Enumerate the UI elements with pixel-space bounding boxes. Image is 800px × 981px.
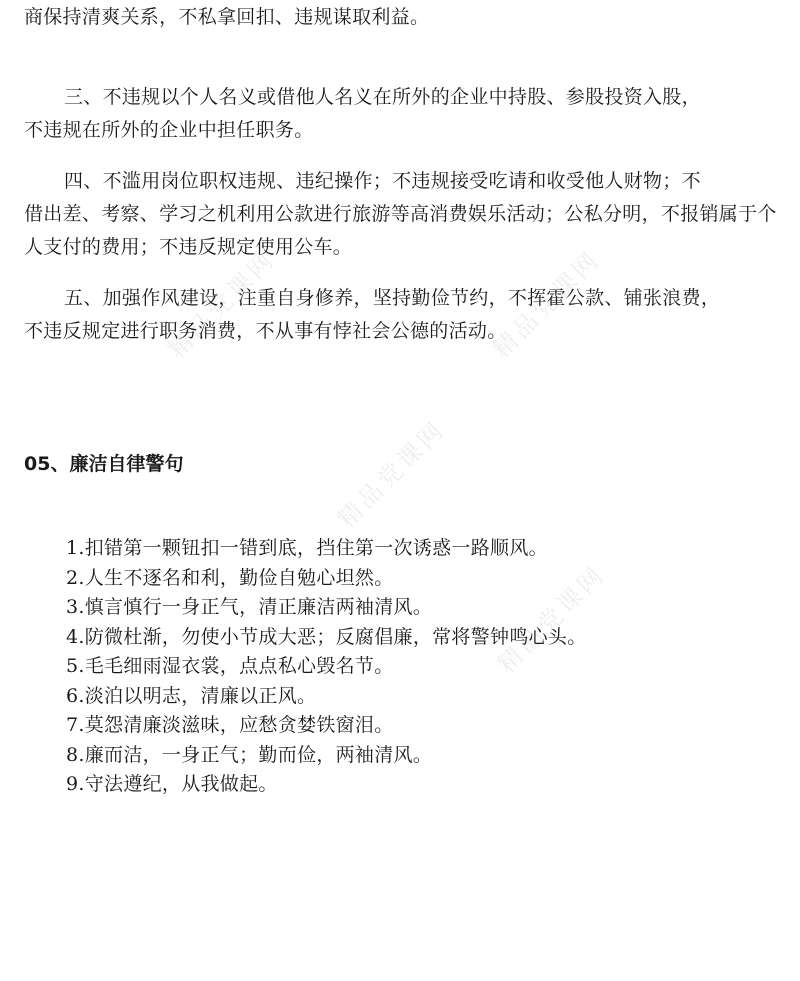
paragraph-text: 商保持清爽关系，不私拿回扣、违规谋取利益。	[24, 6, 430, 28]
paragraph-item-4	[24, 165, 784, 264]
watermark: 精品党课网	[492, 559, 612, 679]
paragraph-first-line: 四、不滥用岗位职权违规、违纪操作；不违规接受吃请和收受他人财物；不	[64, 170, 701, 192]
list-item: 9.守法遵纪，从我做起。	[66, 773, 278, 795]
quotes-list	[66, 534, 587, 800]
list-item: 4.防微杜渐，勿使小节成大恶；反腐倡廉，常将警钟鸣心头。	[66, 625, 587, 648]
paragraph-first-line: 三、不违规以个人名义或借他人名义在所外的企业中持股、参股投资入股，	[64, 86, 701, 108]
list-item: 6.淡泊以明志，清廉以正风。	[66, 684, 317, 707]
watermark: 精品党课网	[332, 414, 452, 534]
watermark: 精品党课网	[162, 244, 282, 364]
paragraph-item-3	[24, 81, 784, 147]
paragraph-item-5	[24, 282, 784, 348]
list-item: 2.人生不逐名和利，勤俭自勉心坦然。	[66, 566, 394, 589]
paragraph-first-line: 五、加强作风建设，注重自身修养，坚持勤俭节约，不挥霍公款、铺张浪费，	[64, 287, 721, 309]
paragraph-rest: 借出差、考察、学习之机利用公款进行旅游等高消费娱乐活动；公私分明，不报销属于个人支付的费用；不违反规定使用公车。	[24, 203, 777, 258]
list-item: 8.廉而洁，一身正气；勤而俭，两袖清风。	[66, 743, 433, 766]
paragraph-continuation	[24, 1, 784, 34]
list-item: 7.莫怨清廉淡滋味，应愁贪婪铁窗泪。	[66, 714, 394, 736]
watermark: 精品党课网	[487, 244, 607, 364]
list-item: 1.扣错第一颗钮扣一错到底，挡住第一次诱惑一路顺风。	[66, 537, 548, 559]
list-item: 3.慎言慎行一身正气，清正廉洁两袖清风。	[66, 596, 433, 618]
list-item: 5.毛毛细雨湿衣裳，点点私心毁名节。	[66, 655, 394, 677]
paragraph-rest: 不违反规定进行职务消费，不从事有悖社会公德的活动。	[24, 320, 507, 342]
section-heading: 05、廉洁自律警句	[24, 453, 184, 475]
paragraph-rest: 不违规在所外的企业中担任职务。	[24, 119, 314, 141]
